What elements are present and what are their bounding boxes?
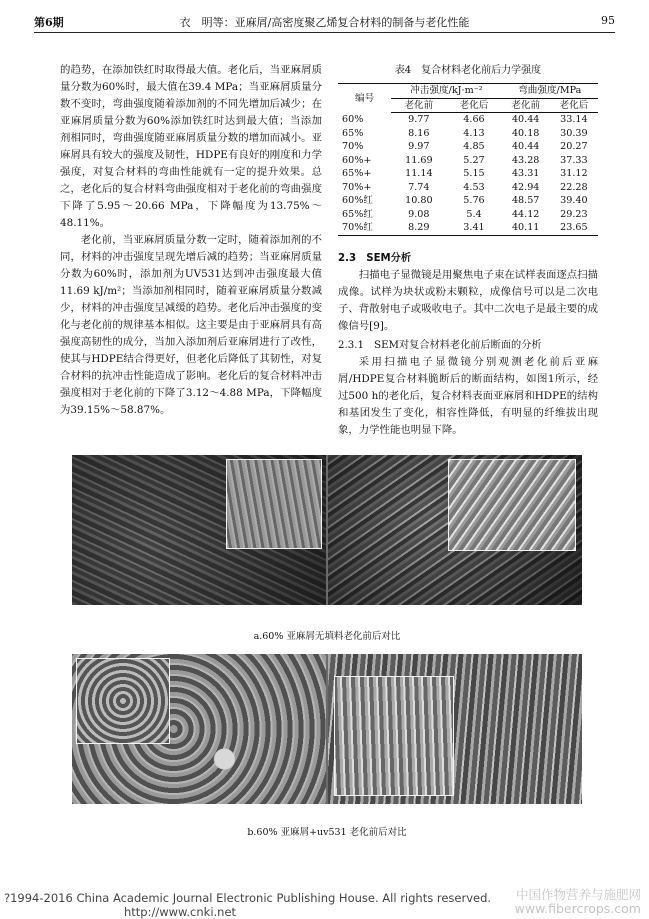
sem-image-after-aging	[328, 455, 582, 605]
running-header	[34, 10, 615, 33]
table-cell-impact-after: 4.85	[463, 141, 485, 152]
table-row	[338, 181, 598, 195]
paragraph-flexural: 的趋势，在添加铁红时取得最大值。老化后，当亚麻屑质量分数为60%时，最大值在39.4 MPa；当亚麻屑质量分数不变时，弯曲强度随着添加剂的不同先增加后减少；在亚麻屑质量分数为60%添加铁红时达到最大值；当添加剂相同时，弯曲强度随亚麻屑质量分数的增加而减小。亚麻屑具有较大的强度及韧性，HDPE有良好的刚度和力学强度，对复合材料的弯曲性能就有一定的提升效果。总之，老化后的复合材料弯曲强度相对于老化前的弯曲强度下降了5.95～20.66 MPa，下降幅度为13.75%～48.11%。	[60, 64, 322, 229]
sem-inset	[226, 459, 322, 549]
table-cell-id: 70%+	[342, 181, 372, 193]
paragraph-sem: 扫描电子显微镜是用聚焦电子束在试样表面逐点扫描成像。试样为块状或粉末颗粒，成像信号可以是二次电子、背散射电子或吸收电子。其中二次电子是最主要的成像信号[9]。	[338, 268, 598, 332]
table-cell-flex-after: 22.28	[560, 181, 588, 193]
table-cell-flex-after: 31.12	[560, 168, 588, 179]
table-cell-flex-before: 43.31	[511, 168, 540, 179]
table-row	[338, 127, 598, 141]
table-cell-impact-before: 9.08	[408, 208, 430, 220]
mechanical-strength-table	[338, 83, 598, 236]
subsection-heading: 2.3.1 SEM对复合材料老化前后断面的分析	[338, 339, 542, 351]
table-cell-impact-after: 4.13	[463, 127, 485, 139]
table-cell-impact-after: 4.66	[463, 114, 485, 125]
table-cell-impact-after: 5.15	[463, 168, 485, 179]
table-cell-flex-before: 40.18	[511, 127, 540, 139]
table-cell-flex-after: 33.14	[560, 114, 588, 125]
left-column	[60, 62, 322, 419]
table-cell-impact-after: 5.27	[463, 154, 485, 166]
table-cell-impact-after: 5.4	[466, 208, 482, 220]
running-title: 衣 明等：亚麻屑/高密度聚乙烯复合材料的制备与老化性能	[179, 16, 470, 29]
sem-image-before-aging	[72, 654, 326, 804]
table-row	[338, 113, 598, 127]
table-cell-impact-after: 5.76	[463, 195, 485, 206]
table-cell-flex-after: 39.40	[560, 195, 588, 206]
table-cell-impact-after: 3.41	[446, 221, 501, 235]
table-cell-impact-before: 11.14	[405, 168, 433, 179]
table-cell-flex-after: 37.33	[560, 154, 588, 166]
figure-caption-b: b.60% 亚麻屑+uv531 老化前后对比	[247, 827, 407, 838]
table-cell-id: 70%红	[338, 221, 391, 235]
sem-figure-a	[72, 455, 582, 605]
table-cell-impact-before: 8.16	[408, 127, 430, 139]
issue-number: 第6期	[34, 16, 64, 29]
section-heading-sem: 2.3 SEM分析	[338, 252, 412, 264]
table-subheader-before: 老化前	[502, 98, 550, 113]
right-column	[338, 62, 598, 439]
table-row	[338, 140, 598, 154]
table-cell-flex-after: 20.27	[560, 141, 588, 152]
sem-inset	[448, 459, 576, 551]
table-row	[338, 208, 598, 222]
table-row	[338, 154, 598, 168]
table-subheader-before: 老化前	[391, 98, 446, 113]
figure-caption-a: a.60% 亚麻屑无填料老化前后对比	[253, 631, 401, 642]
table-cell-flex-before: 40.44	[511, 141, 540, 152]
table-header-id: 编号	[338, 84, 391, 113]
table-cell-flex-before: 43.28	[511, 154, 540, 166]
table-cell-impact-before: 9.97	[408, 141, 430, 152]
table-cell-id: 60%红	[342, 195, 373, 206]
table-cell-impact-before: 11.69	[405, 154, 433, 166]
watermark	[515, 888, 641, 916]
table-row	[338, 167, 598, 181]
table-cell-flex-before: 40.11	[502, 221, 550, 235]
table-header-flexural: 弯曲强度/MPa	[502, 84, 598, 99]
table-header-impact: 冲击强度/kJ·m⁻²	[391, 84, 501, 99]
table-cell-flex-after: 23.65	[550, 221, 598, 235]
table-cell-flex-after: 30.39	[560, 127, 588, 139]
table-cell-id: 65%+	[342, 168, 372, 179]
table-cell-flex-before: 44.12	[511, 208, 540, 220]
table-cell-impact-before: 9.77	[408, 114, 430, 125]
table-cell-impact-after: 4.53	[463, 181, 485, 193]
watermark-text: 中国作物营养与施肥网	[515, 887, 641, 902]
sem-image-before-aging	[72, 455, 326, 605]
footer-link[interactable]: http://www.cnki.net	[124, 905, 237, 919]
table-cell-impact-before: 7.74	[408, 181, 430, 193]
copyright-text: ?1994-2016 China Academic Journal Electronic Publishing House. All rights reserved.	[4, 891, 492, 905]
table-cell-flex-after: 29.23	[560, 208, 588, 220]
paragraph-impact: 老化前，当亚麻屑质量分数一定时，随着添加剂的不同，材料的冲击强度呈现先增后减的趋势；当亚麻屑质量分数为60%时，添加剂为UV531达到冲击强度最大值11.69 kJ/m²；当添加剂相同时，随着亚麻屑质量分数减少，材料的冲击强度呈减缓的趋势。老化后冲击强度的变化与老化前的规律基本相似。这主要是由于亚麻屑具有高强度高韧性的成分，当加入添加剂后亚麻屑进行了改性，使其与HDPE结合得更好，但老化后降低了其韧性，对复合材料的抗冲击性能造成了影响。老化后的复合材料冲击强度相对于老化前的下降了3.12～4.88 MPa，下降幅度为39.15%～58.87%。	[60, 234, 322, 416]
table-cell-id: 60%+	[342, 154, 372, 166]
table-cell-id: 65%红	[342, 208, 373, 220]
page-number: 95	[601, 14, 615, 27]
table-cell-flex-before: 40.44	[511, 114, 540, 125]
sem-figure-b	[72, 654, 582, 804]
table-caption: 表4 复合材料老化前后力学强度	[394, 65, 542, 76]
table-row	[338, 221, 598, 235]
table-row	[338, 194, 598, 208]
table-cell-impact-before: 10.80	[405, 195, 433, 206]
sem-inset	[334, 676, 454, 796]
table-cell-id: 70%	[342, 141, 364, 152]
sem-image-after-aging	[328, 654, 582, 804]
table-cell-flex-before: 42.94	[511, 181, 540, 193]
table-cell-impact-before: 8.29	[391, 221, 446, 235]
table-subheader-after: 老化后	[446, 98, 501, 113]
table-subheader-after: 老化后	[550, 98, 598, 113]
table-cell-id: 65%	[342, 127, 364, 139]
paragraph-fracture: 采用扫描电子显微镜分别观测老化前后亚麻屑/HDPE复合材料脆断后的断面结构，如图1所示，经过500 h的老化后，复合材料表面亚麻屑和HDPE的结构和基团发生了变化，相容性降低，有明显的纤维拔出现象，力学性能也明显下降。	[338, 355, 598, 436]
sem-inset	[76, 658, 170, 744]
table-cell-flex-before: 48.57	[511, 195, 540, 206]
watermark-url: www.fibercrops.com	[514, 901, 641, 916]
table-cell-id: 60%	[342, 113, 364, 125]
